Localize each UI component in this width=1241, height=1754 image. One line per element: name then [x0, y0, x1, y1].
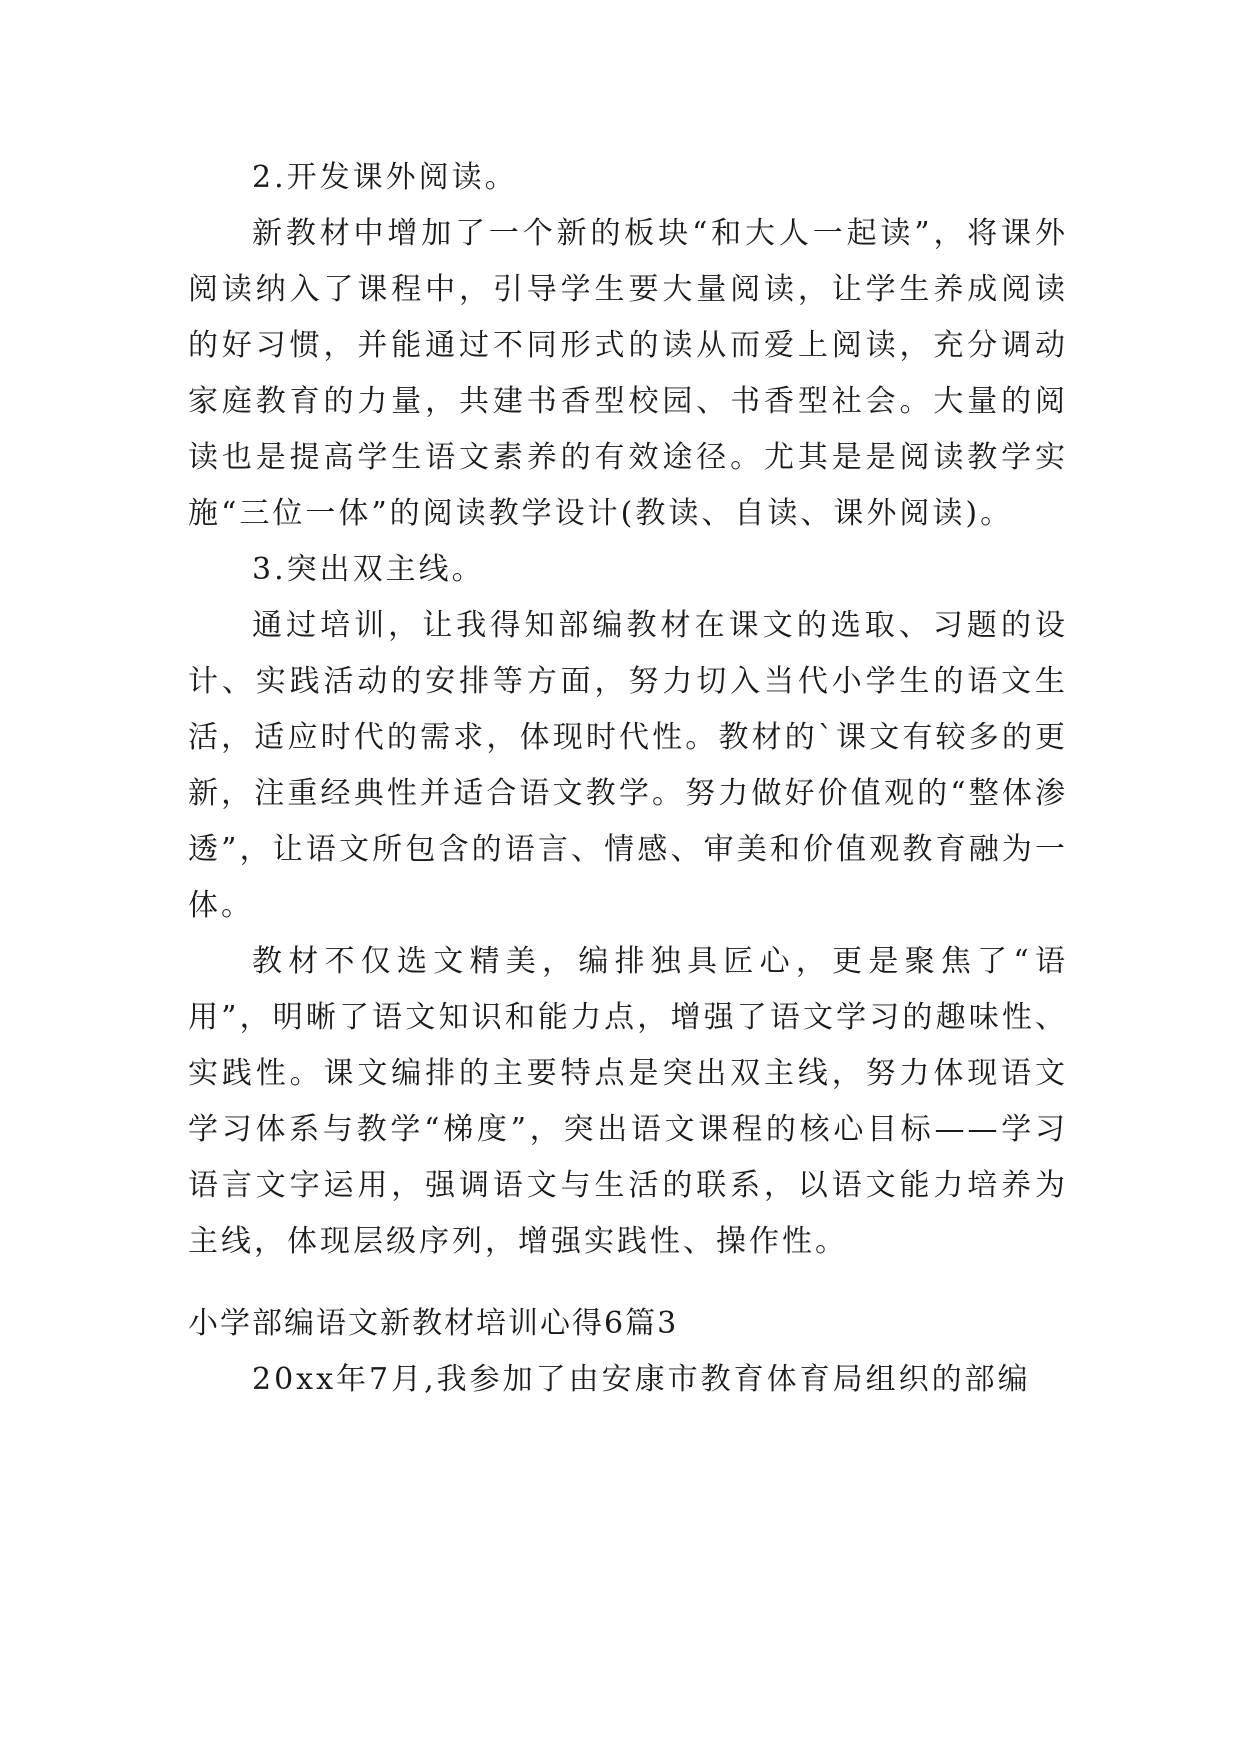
- paragraph-4: 通过培训，让我得知部编教材在课文的选取、习题的设计、实践活动的安排等方面，努力切入当代小学生的语文生活，适应时代的需求，体现时代性。教材的`课文有较多的更新，注重经典性并适合语文教学。努力做好价值观的“整体渗透”，让语文所包含的语言、情感、审美和价值观教育融为一体。: [188, 608, 1068, 923]
- document-body: [188, 150, 1068, 1408]
- paragraph-3: 3.突出双主线。: [252, 552, 485, 587]
- section-heading: 小学部编语文新教材培训心得6篇3: [188, 1306, 679, 1341]
- paragraph-6: 20xx年7月,我参加了由安康市教育体育局组织的部编: [252, 1362, 1031, 1397]
- paragraph-2: 新教材中增加了一个新的板块“和大人一起读”，将课外阅读纳入了课程中，引导学生要大量阅读，让学生养成阅读的好习惯，并能通过不同形式的读从而爱上阅读，充分调动家庭教育的力量，共建书香型校园、书香型社会。大量的阅读也是提高学生语文素养的有效途径。尤其是是阅读教学实施“三位一体”的阅读教学设计(教读、自读、课外阅读)。: [188, 216, 1068, 531]
- paragraph-1: 2.开发课外阅读。: [252, 160, 518, 195]
- paragraph-5: 教材不仅选文精美，编排独具匠心，更是聚焦了“语用”，明晰了语文知识和能力点，增强了语文学习的趣味性、实践性。课文编排的主要特点是突出双主线，努力体现语文学习体系与教学“梯度”，突出语文课程的核心目标——学习语言文字运用，强调语文与生活的联系，以语文能力培养为主线，体现层级序列，增强实践性、操作性。: [188, 944, 1068, 1259]
